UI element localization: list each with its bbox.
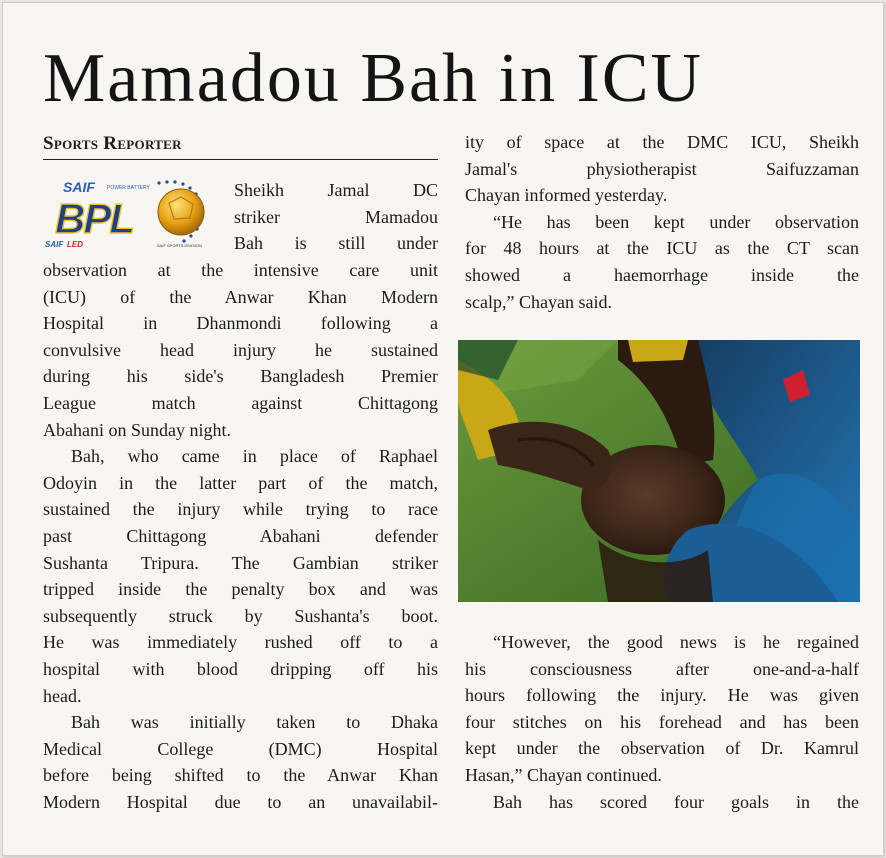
- text-line: subsequently struck by Sushanta's boot.: [43, 605, 438, 626]
- logo-sponsor: SAIF SPORTS DIVISION: [157, 243, 203, 248]
- text-line: Bah, who came in place of Raphael: [71, 446, 438, 467]
- text-line: (ICU) of the Anwar Khan Modern: [43, 286, 438, 307]
- text-line: convulsive head injury he sustained: [43, 339, 438, 360]
- text-line: Hospital in Dhanmondi following a: [43, 313, 438, 334]
- column-1-wrap-text: [234, 177, 438, 257]
- logo-brand-top-sub: POWER BATTERY: [107, 185, 150, 191]
- column-2-top-text: [465, 129, 859, 315]
- text-line: “He has been kept under observation: [493, 211, 859, 232]
- text-line: showed a haemorrhage inside the: [465, 264, 859, 285]
- text-line: ity of space at the DMC ICU, Sheikh: [465, 132, 859, 152]
- text-line: Odoyin in the latter part of the match,: [43, 472, 438, 493]
- text-line: kept under the observation of Dr. Kamrul: [465, 738, 859, 759]
- injured-player-photo: [458, 340, 860, 602]
- text-line: He was immediately rushed off to a: [43, 632, 438, 653]
- text-line: “However, the good news is he regained: [493, 632, 859, 652]
- text-line: Sheikh Jamal DC: [234, 180, 438, 200]
- bpl-logo: [41, 175, 221, 251]
- text-line: Abahani on Sunday night.: [43, 419, 231, 440]
- column-1-text: [43, 257, 438, 815]
- text-line: head.: [43, 685, 82, 706]
- text-line: tripped inside the penalty box and was: [43, 579, 438, 600]
- headline: Mamadou Bah in ICU: [43, 40, 704, 117]
- text-line: League match against Chittagong: [43, 392, 438, 413]
- text-line: hospital with blood dripping off his: [43, 658, 438, 679]
- text-line: striker Mamadou: [234, 206, 438, 227]
- text-line: Bah has scored four goals in the: [493, 791, 859, 812]
- logo-main: BPL: [55, 195, 133, 242]
- text-line: observation at the intensive care unit: [43, 260, 438, 280]
- football-icon: [158, 189, 204, 235]
- text-line: during his side's Bangladesh Premier: [43, 366, 438, 387]
- text-line: Medical College (DMC) Hospital: [43, 738, 438, 759]
- text-line: Jamal's physiotherapist Saifuzzaman: [465, 158, 859, 179]
- newspaper-clipping: [2, 2, 884, 856]
- byline: Sports Reporter: [43, 131, 438, 160]
- text-line: Bah was initially taken to Dhaka: [71, 712, 438, 733]
- logo-brand-bottom: SAIF: [45, 240, 64, 249]
- text-line: Hasan,” Chayan continued.: [465, 764, 662, 785]
- logo-brand-top: SAIF: [63, 179, 95, 195]
- text-line: Modern Hospital due to an unavailabil-: [43, 791, 438, 812]
- text-line: four stitches on his forehead and has been: [465, 711, 859, 732]
- logo-brand-bottom-sub: LED: [67, 240, 83, 249]
- text-line: before being shifted to the Anwar Khan: [43, 765, 438, 786]
- text-line: Chayan informed yesterday.: [465, 185, 668, 206]
- text-line: Sushanta Tripura. The Gambian striker: [43, 552, 438, 573]
- text-line: his consciousness after one-and-a-half: [465, 658, 859, 679]
- text-line: sustained the injury while trying to race: [43, 499, 438, 520]
- text-line: for 48 hours at the ICU as the CT scan: [465, 238, 859, 259]
- text-line: hours following the injury. He was given: [465, 685, 859, 706]
- text-line: Bah is still under: [234, 233, 438, 254]
- text-line: past Chittagong Abahani defender: [43, 525, 438, 546]
- text-line: scalp,” Chayan said.: [465, 291, 612, 312]
- column-2-bottom-text: [465, 629, 859, 815]
